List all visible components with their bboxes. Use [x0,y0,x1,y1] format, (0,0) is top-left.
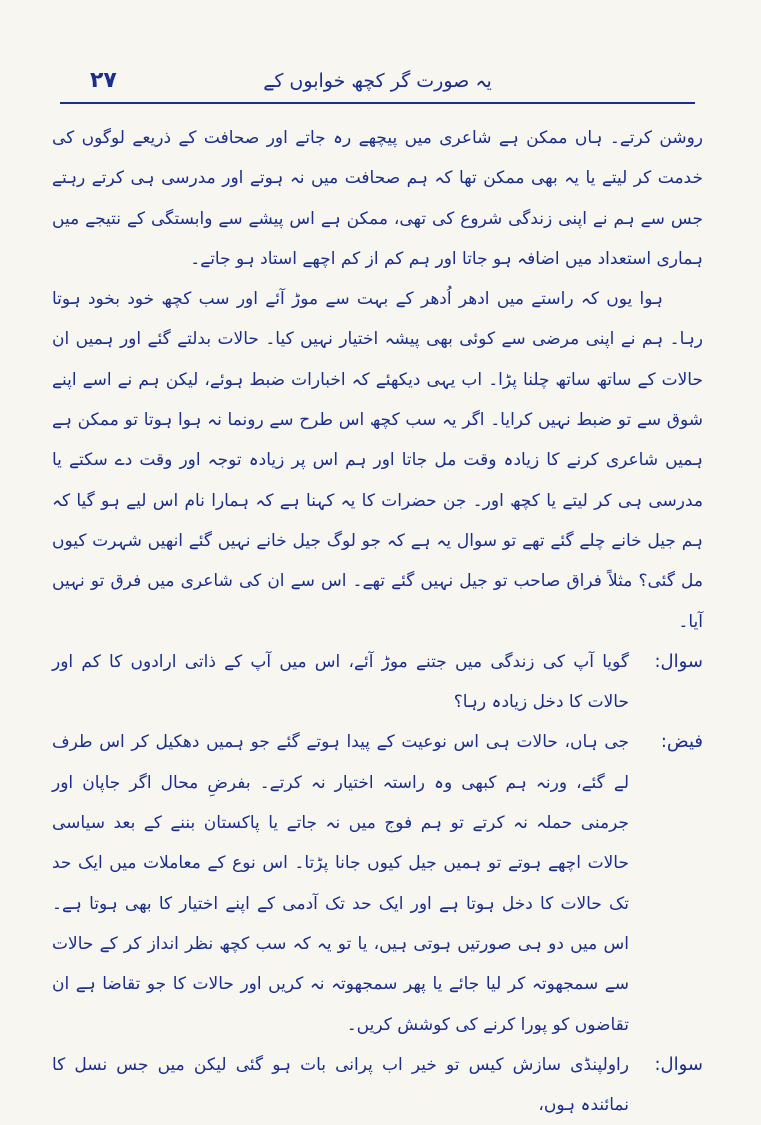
speaker-label: فیض: [660,731,703,753]
dialogue-question-1 [52,642,703,723]
paragraph-2: ہوا یوں کہ راستے میں ادھر اُدھر کے بہت سے موڑ آئے اور سب کچھ خود بخود ہوتا رہا۔ ہم نے اپنی مرضی سے کوئی بھی پیشہ اختیار نہیں کیا۔ حالات بدلتے گئے اور ہمیں ان حالات کے ساتھ ساتھ چلنا پڑا۔ اب یہی دیکھئے کہ اخبارات ضبط ہوئے، لیکن ہم نے اسے اپنے شوق سے تو ضبط نہیں کرایا۔ اگر یہ سب کچھ اس طرح سے رونما نہ ہوا ہوتا تو ممکن ہے ہمیں شاعری کرنے کا زیادہ وقت مل جاتا اور ہم اس پر زیادہ توجہ اور وقت دے سکتے یا مدرسی ہی کر لیتے یا کچھ اور۔ جن حضرات کا یہ کہنا ہے کہ ہمارا نام اس لیے ہو گیا کہ ہم جیل خانے چلے گئے تھے تو سوال یہ ہے کہ جو لوگ جیل خانے نہیں گئے انھیں شہرت کیوں مل گئی؟ مثلاً فراق صاحب تو جیل نہیں گئے تھے۔ اس سے ان کی شاعری میں فرق تو نہیں آیا۔ [52,289,703,632]
dialogue-answer-1 [52,722,703,1044]
dialogue-text: جی ہاں، حالات ہی اس نوعیت کے پیدا ہوتے گئے جو ہمیں دھکیل کر اس طرف لے گئے، ورنہ ہم کبھی وہ راستہ اختیار نہ کرتے۔ بفرضِ محال اگر جاپان اور جرمنی حملہ نہ کرتے تو ہم فوج میں نہ جاتے یا پاکستان بننے کے بعد سیاسی حالات اچھے ہوتے تو ہمیں جیل کیوں جانا پڑتا۔ اس نوع کے معاملات میں ایک حد تک حالات کا دخل ہوتا ہے اور ایک حد تک آدمی کے اپنے اختیار کا بھی ہوتا ہے۔ اس میں دو ہی صورتیں ہوتی ہیں، یا تو یہ کہ سب کچھ نظر انداز کر کے حالات سے سمجھوتہ کر لیا جائے یا پھر سمجھوتہ نہ کریں اور حالات کا جو تقاضا ہے ان تقاضوں کو پورا کرنے کی کوشش کریں۔ [52,732,629,1035]
running-header [60,62,695,104]
speaker-label: سوال: [654,1053,703,1075]
speaker-label: سوال: [654,650,703,672]
page-number: ۲۷ [90,68,117,93]
dialogue-text: گویا آپ کی زندگی میں جتنے موڑ آئے، اس میں آپ کے ذاتی ارادوں کا کم اور حالات کا دخل زیادہ رہا؟ [52,651,629,713]
dialogue-question-2 [52,1045,703,1125]
dialogue-text: راولپنڈی سازش کیس تو خیر اب پرانی بات ہو گئی لیکن میں جس نسل کا نمائندہ ہوں، [52,1054,629,1116]
paragraph-1: روشن کرتے۔ ہاں ممکن ہے شاعری میں پیچھے رہ جاتے اور صحافت کے ذریعے لوگوں کی خدمت کر لیتے یا یہ بھی ممکن تھا کہ ہم صحافت میں نہ ہوتے اور مدرسی ہی کرتے رہتے جس سے ہم نے اپنی زندگی شروع کی تھی، ممکن ہے اس پیشے سے وابستگی کے نتیجے میں ہماری استعداد میں اضافہ ہو جاتا اور ہم کم از کم اچھے استاد ہو جاتے۔ [52,128,703,269]
header-title: یہ صورت گر کچھ خوابوں کے [263,70,492,92]
